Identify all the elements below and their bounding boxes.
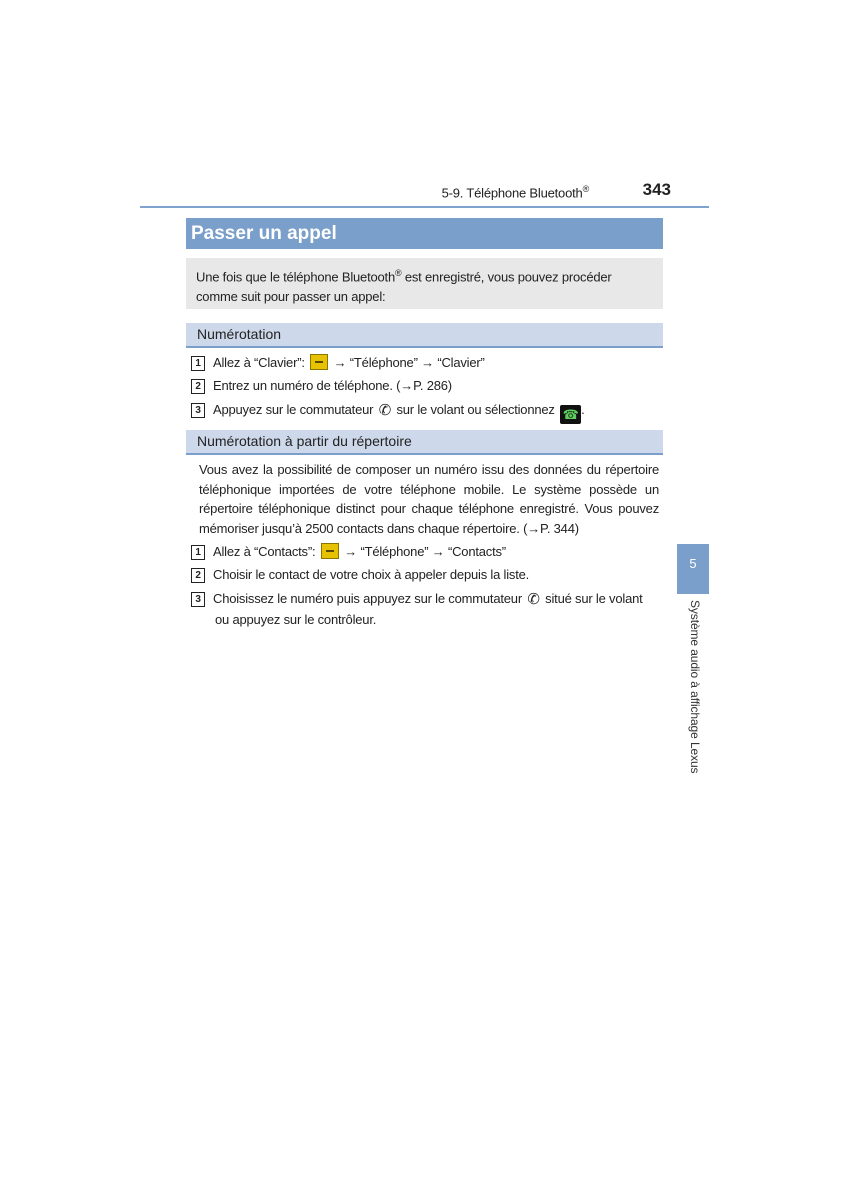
repertoire-paragraph: Vous avez la possibilité de composer un numéro issu des données du répertoire téléphonique importées de votre téléphone mobile. Le système possède un répertoire téléphonique distinct pour chaque téléphone enregistré. Vous pouvez mémoriser jusqu’à 2500 contacts dans chaque répertoire. (→P. 344) bbox=[199, 462, 659, 536]
call-button-icon: ☎ bbox=[560, 405, 581, 424]
chapter-tab: 5 bbox=[677, 544, 709, 594]
step-1: 1 Allez à “Contacts”: → “Téléphone” → “Contacts” bbox=[191, 542, 661, 562]
step-1: 1 Allez à “Clavier”: → “Téléphone” → “Clavier” bbox=[191, 353, 661, 373]
page-number: 343 bbox=[642, 180, 671, 199]
step-2: 2 Choisir le contact de votre choix à appeler depuis la liste. bbox=[191, 565, 661, 585]
step-2: 2 Entrez un numéro de téléphone. (→P. 286) bbox=[191, 376, 661, 396]
step-3: 3 Appuyez sur le commutateur ✆ sur le volant ou sélectionnez ☎ . bbox=[191, 400, 661, 424]
header-rule bbox=[140, 206, 709, 208]
subheading-numerotation: Numérotation bbox=[186, 323, 663, 348]
step-number: 1 bbox=[191, 356, 205, 371]
step-3: 3 Choisissez le numéro puis appuyez sur le commutateur ✆ situé sur le volant ou appuyez sur le contrôleur. bbox=[191, 589, 661, 630]
section-title: Passer un appel bbox=[186, 218, 663, 249]
intro-box: Une fois que le téléphone Bluetooth® est enregistré, vous pouvez procéder comme suit pour passer un appel: bbox=[186, 258, 663, 309]
step-number: 3 bbox=[191, 403, 205, 418]
step-number: 2 bbox=[191, 568, 205, 583]
menu-icon bbox=[310, 354, 328, 370]
subheading-repertoire: Numérotation à partir du répertoire bbox=[186, 430, 663, 455]
step-3-continuation: ou appuyez sur le contrôleur. bbox=[215, 612, 377, 627]
step-number: 2 bbox=[191, 379, 205, 394]
step-number: 1 bbox=[191, 545, 205, 560]
chapter-label: Système audio à affichage Lexus bbox=[688, 600, 702, 774]
handset-icon: ✆ bbox=[378, 402, 392, 419]
running-title: 5-9. Téléphone Bluetooth® bbox=[441, 184, 589, 201]
menu-icon bbox=[321, 543, 339, 559]
handset-icon: ✆ bbox=[527, 591, 540, 608]
step-number: 3 bbox=[191, 592, 205, 607]
